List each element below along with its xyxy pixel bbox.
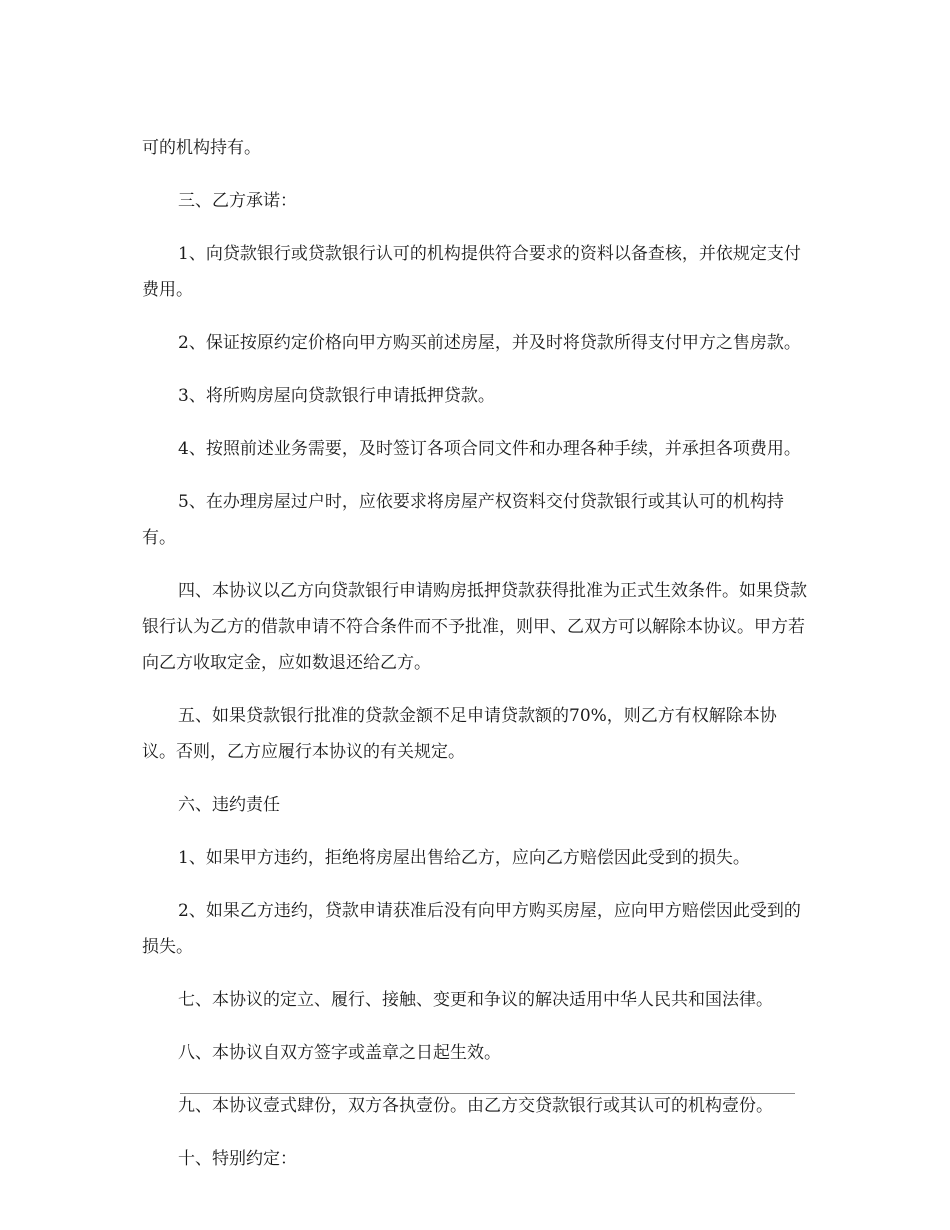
paragraph-4: 3、将所购房屋向贷款银行申请抵押贷款。 xyxy=(178,386,495,406)
paragraph-0: 可的机构持有。 xyxy=(142,138,261,158)
paragraph-8: 五、如果贷款银行批准的贷款金额不足申请贷款额的70%，则乙方有权解除本协议。否则，乙方应履行本协议的有关规定。 xyxy=(142,706,777,762)
paragraph-7: 四、本协议以乙方向贷款银行申请购房抵押贷款获得批准为正式生效条件。如果贷款银行认为乙方的借款申请不符合条件而不予批准，则甲、乙双方可以解除本协议。甲方若向乙方收取定金，应如数退还给乙方。 xyxy=(142,581,807,673)
paragraph-10: 1、如果甲方违约，拒绝将房屋出售给乙方，应向乙方赔偿因此受到的损失。 xyxy=(178,848,750,868)
document-body xyxy=(142,130,810,1194)
paragraph-6: 5、在办理房屋过户时，应依要求将房屋产权资料交付贷款银行或其认可的机构持有。 xyxy=(142,492,784,548)
paragraph-11: 2、如果乙方违约，贷款申请获准后没有向甲方购买房屋，应向甲方赔偿因此受到的损失。 xyxy=(142,901,801,957)
paragraph-14: 九、本协议壹式肆份，双方各执壹份。由乙方交贷款银行或其认可的机构壹份。 xyxy=(178,1096,773,1116)
paragraph-2: 1、向贷款银行或贷款银行认可的机构提供符合要求的资料以备查核，并依规定支付费用。 xyxy=(142,244,801,300)
paragraph-12: 七、本协议的定立、履行、接触、变更和争议的解决适用中华人民共和国法律。 xyxy=(178,990,773,1010)
paragraph-5: 4、按照前述业务需要，及时签订各项合同文件和办理各种手续，并承担各项费用。 xyxy=(178,439,801,459)
paragraph-15: 十、特别约定： xyxy=(178,1149,297,1169)
paragraph-13: 八、本协议自双方签字或盖章之日起生效。 xyxy=(178,1043,501,1063)
paragraph-1: 三、乙方承诺： xyxy=(178,191,297,211)
paragraph-3: 2、保证按原约定价格向甲方购买前述房屋，并及时将贷款所得支付甲方之售房款。 xyxy=(178,333,801,353)
paragraph-9: 六、违约责任 xyxy=(178,795,280,815)
special-terms-blank-line xyxy=(180,1093,795,1094)
